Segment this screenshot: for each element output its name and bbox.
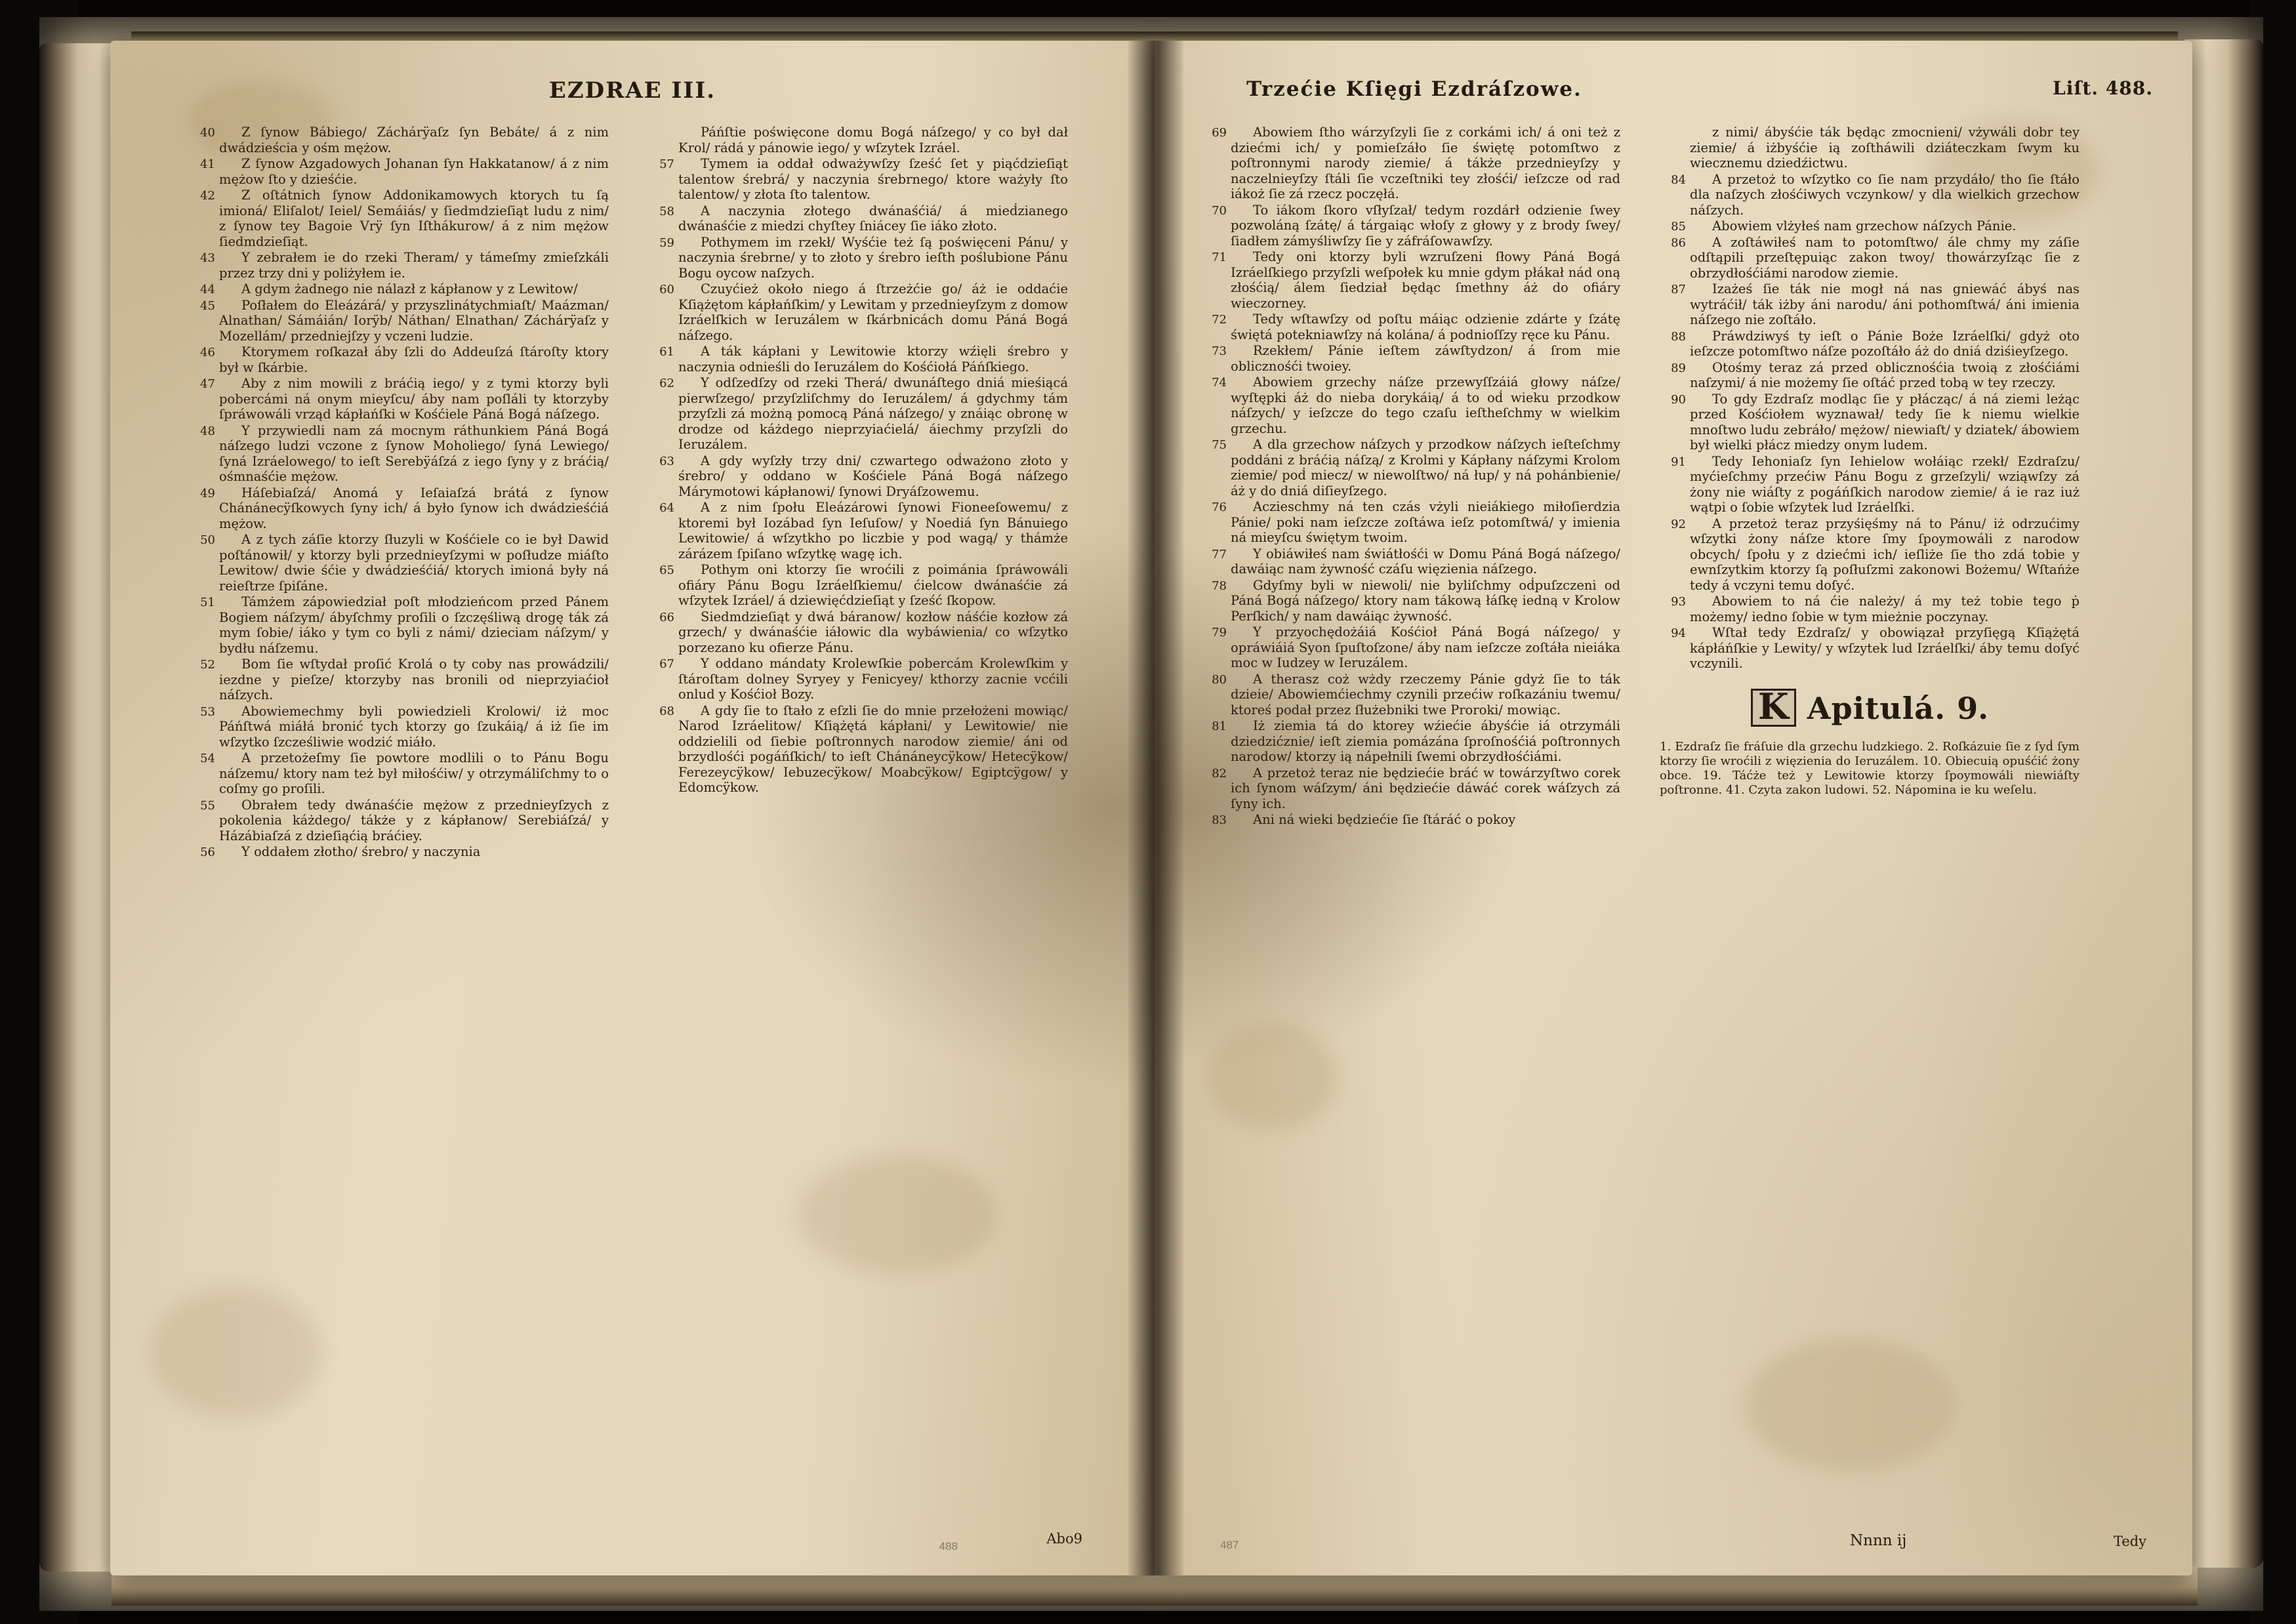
verse-text: Z oſtátnich ſynow Addonikamowych ktorych tu ſą imioná/ Eliſalot/ Ieiel/ Semáiás/ y ſiedmdzieſiąt ludu z nim/ z ſynow tey Bagoie Vrÿ ſyn Iſthákurow/ á z nim mężow ſiedmdzieſiąt. <box>219 188 609 249</box>
verse <box>1200 578 1620 624</box>
verse-number: 44 <box>200 283 215 296</box>
verse-text: To gdy Ezdraſz modląc ſie y płácząc/ á ná ziemi leżąc przed Kośćiołem wyznawał/ tedy ſie k niemu wielkie mnoſtwo ludu zebráło/ mężow/ niewiaſt/ y dziatek/ ábowiem był wielki płácz miedzy onym ludem. <box>1690 391 2080 453</box>
verse-text: Aby z nim mowili z bráćią iego/ y z tymi ktorzy byli pobercámi ná onym mieyſcu/ áby nam poſláli ty ktorzyby ſpráwowáli vrząd kápłańſki w Kośćiele Páná Bogá náſzego. <box>219 376 609 422</box>
open-book <box>39 17 2263 1611</box>
verse <box>189 344 609 375</box>
verse-text: A przetoż to wſzytko co ſie nam przydáło/ tho ſie ſtáło dla naſzych złośćiwych vczynkow/ y dla wielkich grzechow náſzych. <box>1690 171 2080 218</box>
verse-number: 84 <box>1671 173 1686 187</box>
verse-text: Páńſtie poświęcone domu Bogá náſzego/ y co był dał Krol/ rádá y pánowie iego/ y wſzytek Izráel. <box>678 125 1068 155</box>
catchword-verso: Abo9 <box>1046 1531 1082 1547</box>
verse-text: A przetoż teraz przyśięśmy ná to Pánu/ iż odrzućimy wſzytki żony náſze ktore ſmy ſpoymowáli z narodow obcych/ ſpołu y z dziećmi ich/ ieſliże ſie tho zdá tobie y ewnſzytkim ktorzy ſą poſłuſzmi zakonowi Bożemu/ Wſtańże tedy á vczyni temu doſyć. <box>1690 516 2080 593</box>
verse-number: 92 <box>1671 517 1686 531</box>
recto-column-2 <box>1660 125 2080 798</box>
verse <box>1660 454 2080 516</box>
signature-mark: Nnnn ij <box>1850 1532 1907 1549</box>
verse-number: 45 <box>200 298 215 313</box>
verse-text: Wſtał tedy Ezdraſz/ y obowiązał przyſięgą Kſiążętá kápłáńſkie y Lewity/ y wſzytek lud Izráelſki/ áby temu doſyć vczynili. <box>1690 625 2080 671</box>
verse-text: Z ſynow Azgadowych Johanan ſyn Hakkatanow/ á z nim mężow ſto y dzieśćie. <box>219 156 609 187</box>
verse <box>189 704 609 750</box>
verse <box>648 609 1068 656</box>
verse <box>1200 718 1620 765</box>
verse-text: A z tych záſie ktorzy ſłuzyli w Kośćiele co ie był Dawid poſtánowił/ y ktorzy byli przednieyſzymi w poſłudze miáſto Lewitow/ dwie śćie y dwádzieśćiá/ ktorych imioná były ná reieſtrze ſpiſáne. <box>219 532 609 594</box>
verse-number: 79 <box>1212 626 1227 639</box>
pencil-foliation-verso: 488 <box>939 1540 958 1553</box>
verse-number: 54 <box>200 752 215 765</box>
verse-number: 46 <box>200 346 215 359</box>
verse <box>648 156 1068 203</box>
verse <box>1660 625 2080 672</box>
verse <box>648 203 1068 234</box>
verse <box>189 532 609 594</box>
verse-number: 86 <box>1671 235 1686 250</box>
verse-number: 85 <box>1671 220 1686 233</box>
verso-column-1 <box>189 125 609 861</box>
verse-number: 51 <box>200 596 215 609</box>
verse-number: 77 <box>1212 547 1227 561</box>
verse-text: Otośmy teraz zá przed oblicznośćia twoią z złośćiámi naſzymi/ á nie możemy ſie oſtáć przed tobą w tey rzeczy. <box>1690 359 2080 390</box>
verse-text: Y przywiedli nam zá mocnym ráthunkiem Páná Bogá náſzego ludzi vczone z ſynow Moholiego/ ſyná Lewiego/ ſyná Izráelowego/ to ieſt Serebÿáſzá z iego ſyny y z bráćią/ ośmnaśćie mężow. <box>219 422 609 484</box>
verse-text: Poſłałem do Eleázárá/ y przyszlinátychmiaſt/ Maázman/ Alnathan/ Sámáián/ Iorÿb/ Náthan/ Elnathan/ Záchárÿaſz y Mozellám/ przedniejſzy y vczeni ludzie. <box>219 297 609 344</box>
verse-number: 94 <box>1671 626 1686 640</box>
verse-text: A ták kápłani y Lewitowie ktorzy wźięli śrebro y naczynia odnieśli do Ieruzálem do Kośćiołá Páńſkiego. <box>678 344 1068 375</box>
verse-number: 90 <box>1671 392 1686 407</box>
running-head-verso: EZDRAE III. <box>548 77 716 104</box>
verse <box>1660 172 2080 218</box>
verse-number: 74 <box>1212 376 1227 390</box>
verse-number: 93 <box>1671 595 1686 609</box>
verse-number: 63 <box>659 454 674 468</box>
verse-number: 65 <box>659 563 674 577</box>
verse-text: A therasz coż wżdy rzeczemy Pánie gdyż ſie to ták dzieie/ Abowiemćiechmy czynili przećiw roſkazániu twemu/ ktoreś podał przez ſłużebniki twe Proroki/ mowiąc. <box>1231 671 1620 718</box>
verse-text: Z ſynow Bábiego/ Záchárÿaſz ſyn Bebáte/ á z nim dwádzieścia y ośm mężow. <box>219 125 609 155</box>
verse-text: Pothym oni ktorzy ſie wroćili z poimánia ſpráwowáli ofiáry Pánu Bogu Izráelſkiemu/ ćielcow dwánaśćie zá wſzytek Izráel/ á dziewięćdzieſiąt y ſześć ſkopow. <box>678 562 1068 608</box>
verse-number: 64 <box>659 501 674 515</box>
verse-text: Ktorymem roſkazał áby ſzli do Addeuſzá ſtároſty ktory był w ſkárbie. <box>219 344 609 375</box>
verso-column-2 <box>648 125 1068 796</box>
verse <box>1200 375 1620 436</box>
verse <box>1200 499 1620 546</box>
verse-number: 56 <box>200 845 215 859</box>
verse-number: 49 <box>200 486 215 500</box>
verse <box>189 423 609 485</box>
verse <box>1200 765 1620 812</box>
verse <box>189 125 609 155</box>
verse-text: A zoſtáwiłeś nam to potomſtwo/ ále chmy my záſie odſtąpili przeſtępuiąc zakon twoy/ thowárzyſząc ſie z obrzydłośćiámi narodow ziemie. <box>1690 234 2080 281</box>
verse-text: Izażeś ſie ták nie mogł ná nas gniewáć ábyś nas wytráćił/ ták iżby áni narodu/ áni pothomſtwá/ áni imienia náſzego nie zoſtáło. <box>1690 281 2080 327</box>
verse <box>1660 594 2080 624</box>
verse-text: Y oddałem złotho/ śrebro/ y naczynia <box>241 844 481 859</box>
verse-number: 50 <box>200 533 215 547</box>
verse <box>1660 281 2080 328</box>
verse <box>189 657 609 703</box>
verse <box>1200 546 1620 577</box>
verse-text: A naczynia złotego dwánaśćiá/ á mieḋzianego dwánaśćie z miedzi chyſtey ſniácey ſie iáko złoto. <box>678 203 1068 233</box>
verse-text: Pothymem im rzekł/ Wyśćie też ſą poświęceni Pánu/ y naczynia śrebrne/ y to złoto y śrebro ieſth poślubione Pánu Bogu oycow naſzych. <box>678 234 1068 281</box>
verse-number: 57 <box>659 157 674 171</box>
verse <box>648 344 1068 375</box>
verse <box>1200 672 1620 718</box>
verse-text: z nimi/ ábyśćie ták będąc zmocnieni/ vżywáli dobr tey ziemie/ á iżbyśćie ią zoſtháwili dziáteczkam ſwym ku wiecznemu dziedźictwu. <box>1690 125 2080 171</box>
verse-text: To iákom ſkoro vſłyſzał/ tedym rozdárł odzienie ſwey pozwoláną ſzátę/ á tárgaiąc włoſy z głowy y z brody ſwey/ ſiadłem zámyśliwſzy ſie y záfráſowawſzy. <box>1231 202 1620 249</box>
verse-text: Háſebiaſzá/ Anomá y Ieſaiaſzá brátá z ſynow Chánánecÿſkowych ſyny ich/ á było ſynow ich dwádzieśćiá mężow. <box>219 485 609 531</box>
verse-text: A gdym żadnego nie nálazł z kápłanow y z Lewitow/ <box>241 281 578 296</box>
verse-number: 78 <box>1212 579 1227 593</box>
gutter-shadow <box>1128 41 1183 1575</box>
verse-number: 42 <box>200 189 215 203</box>
verse <box>648 125 1068 155</box>
verse <box>648 235 1068 281</box>
folio-number: Liſt. 488. <box>2053 77 2153 99</box>
recto-column-1 <box>1200 125 1620 828</box>
verse-number: 68 <box>659 704 674 718</box>
verse <box>189 750 609 797</box>
catchword-recto: Tedy <box>2113 1533 2146 1549</box>
verse-text: Obrałem tedy dwánaśćie mężow z przednieyſzych z pokolenia káżdego/ tákże y z kápłanow/ Serebiáſzá/ y Házábiaſzá z dzieſiąćią bráćiey. <box>219 797 609 843</box>
verse <box>1660 360 2080 391</box>
verse-text: Y odſzedſzy od rzeki Therá/ dwunáſtego dniá mieśiącá pierwſzego/ przyſzliſchmy do Ieruzálem/ á gdychmy tám przyſzli zá możną pomocą Páná náſzego/ y znáiąc obronę w drodze od káżdego nieprzyiaćielá/ áiechmy przyſzli do Ieruzálem. <box>678 375 1068 452</box>
verse-text: Y przyochędożáiá Kośćioł Páná Bogá náſzego/ y opráwiáiá Syon ſpuſtoſzone/ áby nam ieſzcze zoſtáła nieiáka moc w Iudzey w Ieruzálem. <box>1231 624 1620 670</box>
chapter-heading <box>1660 685 2080 727</box>
verse <box>648 656 1068 702</box>
verse-text: Tedy wſtawſzy od poſtu máiąc odzienie zdárte y ſzátę świętá potekniawſzy ná kolána/ á podnioſſzy ręce ku Pánu. <box>1231 312 1620 342</box>
pencil-foliation-recto: 487 <box>1220 1539 1239 1551</box>
verse <box>189 594 609 656</box>
verse <box>1200 125 1620 202</box>
verse-number: 66 <box>659 610 674 624</box>
verse-number: 48 <box>200 424 215 438</box>
verse-text: A przetoż teraz nie będziećie bráć w towárzyſtwo corek ich ſynom wáſzym/ áni będziećie dáwáć corek wáſzych zá ſyny ich. <box>1231 765 1620 811</box>
verse <box>648 375 1068 453</box>
verse-text: Czuyćież około niego á ſtrzeżćie go/ áż ie oddaćie Kſiążętom kápłańſkim/ y Lewitam y przednieyſzym z domow Izráelſkich w Ieruzálem w ſkárbnicách domu Páná Bogá náſzego. <box>678 281 1068 343</box>
verse-text: Abowiemechmy byli powiedzieli Krolowi/ iż moc Páńſtwá miáłá bronić tych ktorzy go ſzukáią/ á iż ſie im wſzytko ſzcześliwie wodzić miáło. <box>219 703 609 750</box>
chapter-label: Apitulá. <box>1795 690 1958 726</box>
verse-text: A przetożeſmy ſie powtore modlili o to Pánu Bogu náſzemu/ ktory nam też był miłośćiw/ y otrzymáliſchmy to o coſmy go proſili. <box>219 750 609 796</box>
verse-number: 72 <box>1212 313 1227 327</box>
verse <box>189 376 609 422</box>
verse-number: 88 <box>1671 329 1686 344</box>
verse <box>648 562 1068 609</box>
chapter-argument: 1. Ezdraſz ſie fráſuie dla grzechu ludzkiego. 2. Roſkázuie ſie z ſyḋ ſym ktorzy ſie wroćili z więzienia do Ieruzálem. 10. Obiecuią opuśćić żony obce. 19. Táćże też y Lewitowie ktorzy ſpoymowáli niewiáſty poſtronne. 41. Czyta zakon ludowi. 52. Nápomina ie ku weſelu. <box>1660 739 2080 797</box>
verse-number: 60 <box>659 283 674 296</box>
verse <box>189 798 609 844</box>
verse-text: Támżem zápowiedział poſt młodzieńcom przed Pánem Bogiem náſzym/ ábyſchmy proſili o ſzczęśliwą drogę ták zá mym ſobie/ iáko y tym co byli z námi/ dzieciam náſzym/ y bydłu náſzemu. <box>219 594 609 656</box>
verse <box>1660 218 2080 234</box>
verse-text: Gdyſmy byli w niewoli/ nie byliſchmy oḋpuſzczeni od Páná Bogá náſzego/ ktory nam tákową łáſkę iedną v Krolow Perſkich/ y nam dawáiąc żywność. <box>1231 577 1620 624</box>
verse <box>648 453 1068 500</box>
verse-number: 59 <box>659 235 674 250</box>
verse-number: 53 <box>200 704 215 719</box>
verse-number: 69 <box>1212 126 1227 140</box>
verse-text: Aczieschmy ná ten czás vżyli nieiákiego miłoſierdzia Pánie/ poki nam ieſzcze zoſtáwa ieſz potomſtwá/ y imienia ná mieyſcu świętym twoim. <box>1231 499 1620 545</box>
verse-number: 76 <box>1212 500 1227 514</box>
verse <box>189 298 609 344</box>
verse-text: A z nim ſpołu Eleázárowi ſynowi Fioneeſowemu/ z ktoremi był Iozábad ſyn Ieſuſow/ y Noediá ſyn Bánuiego Lewitowie/ á wſzytkho po liczbie y pod wagą/ y thámże zárázem ſpiſano wſzytkę wagę ich. <box>678 500 1068 561</box>
verse-text: Bom ſie wſtydał proſić Krolá o ty coby nas prowádzili/ iezdne y pieſze/ ktorzyby nas bronili od nieprzyiaćioł náſzych. <box>219 657 609 702</box>
verse-number: 55 <box>200 798 215 813</box>
verse <box>1660 329 2080 359</box>
verse-number: 52 <box>200 658 215 672</box>
recto-page <box>1155 41 2192 1575</box>
verse-text: Abowiem vlżyłeś nam grzechow náſzych Pánie. <box>1712 218 2017 233</box>
verse <box>189 844 609 860</box>
verse-number: 43 <box>200 251 215 265</box>
verse <box>1200 343 1620 374</box>
verse-text: A dla grzechow náſzych y przodkow náſzych ieſteſchmy poddáni z bráćią náſzą/ z Krolmi y Kápłany náſzymi Krolom ziemie/ poḋ miecz/ w niewolſtwo/ ná łup/ y ná pohánbienie/ áż y do dniá diſieyſzego. <box>1231 437 1620 498</box>
verse <box>1660 392 2080 453</box>
verse-text: Siedmdzieſiąt y dwá báranow/ kozłow náśćie kozłow zá grzech/ y dwánaśćie iáłowic dla wybáwienia/ co wſzytko porzezano ku ofierze Pánu. <box>678 609 1068 655</box>
page-edge-right <box>2184 39 2263 1568</box>
verse <box>189 281 609 297</box>
verse-text: Y zebrałem ie do rzeki Theram/ y támeſmy zmieſzkáli przez trzy dni y poliżyłem ie. <box>219 250 609 281</box>
chapter-initial: K <box>1751 689 1796 727</box>
verse <box>1200 312 1620 342</box>
verse-text: A gdy ſie to ſtało z eſzli ſie do mnie przełożeni mowiąc/ Narod Izráelitow/ Kſiążętá kápłani/ y Lewitowie/ nie oddzielili od ſiebie poſtronnych narodow ziemie/ áni od brzydlośći pogáńſkich/ to ieſt Chánáneycÿkow/ Hetecÿkow/ Ferezeycÿkow/ Iebuzecÿkow/ Moabcÿkow/ Egiptcÿgow/ y Edomcÿkow. <box>678 702 1068 795</box>
verse-text: Tymem ia oddał odważywſzy ſześć ſet y piąćdzieſiąt talentow śrebrá/ y naczynia śrebrnego/ ktore ważyły ſto talentow/ y złota ſto talentow. <box>678 156 1068 202</box>
verse <box>189 188 609 249</box>
running-head-recto: Trzećie Kſięgi Ezdráſzowe. <box>1246 77 1582 101</box>
chapter-number: 9. <box>1957 690 1989 726</box>
verse <box>1200 624 1620 671</box>
verse-text: A gdy wyſzły trzy dni/ czwartego oḋważono złoto y śrebro/ y oddano w Kośćiele Páná Bogá náſzego Márymotowi kápłanowi/ ſynowi Dryáſzowemu. <box>678 453 1068 499</box>
verse-text: Ani ná wieki będziećie ſie ſtáráć o pokoy <box>1253 812 1516 827</box>
verse-number: 58 <box>659 204 674 218</box>
verse-number: 61 <box>659 345 674 359</box>
verse-number: 87 <box>1671 283 1686 296</box>
verse <box>189 250 609 281</box>
verse-number: 67 <box>659 657 674 671</box>
verse-number: 83 <box>1212 813 1227 827</box>
verse-text: Tedy Iehoniaſz ſyn Iehielow wołáiąc rzekł/ Ezdraſzu/ myćieſchmy przećiw Pánu Bogu z grzeſzyli/ wziąwſzy zá żony nie wiáſty z pogáńſkich narodow ziemie/ á ie raz iuż wątpi o ſobie wſzytek lud Izráelſki. <box>1690 453 2080 515</box>
verse-number: 40 <box>200 126 215 140</box>
verso-page <box>110 41 1155 1575</box>
verse-text: Rzekłem/ Pánie ieſtem záwſtydzon/ á ſrom mie oblicznośći twoiey. <box>1231 343 1620 374</box>
verse <box>1200 437 1620 498</box>
verse-text: Tedy oni ktorzy byli wzruſzeni ſłowy Páná Bogá Izráelſkiego przyſzli weſpołek ku mnie gdym płákał nád oną złośćią/ álem ſiedział będąc ſmethny áż do ofiáry wieczorney. <box>1231 249 1620 311</box>
verse-text: Abowiem to ná ćie należy/ á my też tobie tego ṗ możemy/ iedno ſobie w tym mieżnie poczynay. <box>1690 594 2080 624</box>
verse-number: 71 <box>1212 251 1227 264</box>
verse <box>1200 249 1620 311</box>
verse <box>648 500 1068 561</box>
verse-text: Iż ziemia tá do ktorey wźiećie ábyśćie iá otrzymáli dziedzićznie/ ieſt ziemia pomázána ſproſnośćiá poſtronnych narodow/ ktorzy ią nápełnili ſwemi obrzydłośćiámi. <box>1231 718 1620 764</box>
verse-number: 47 <box>200 377 215 391</box>
verse-text: Y oddano mándaty Krolewſkie pobercám Krolewſkim y ſtároſtam dolney Syryey y Fenicyey/ kthorzy zacnie vcćili onlud y Kośćioł Bozy. <box>678 656 1068 702</box>
verse-number: 82 <box>1212 766 1227 781</box>
verse-text: Y obiáwiłeś nam świátłośći w Domu Páná Bogá náſzego/ dawáiąc nam żywność czáſu więzienia náſzego. <box>1231 546 1620 577</box>
verse <box>1660 516 2080 594</box>
verse <box>1660 125 2080 171</box>
verse-text: Abowiem grzechy náſze przewyſſzáiá głowy náſze/ wyſtępki áż do nieba dorykáią/ á to oḋ wieku przodkow náſzych/ y ieſzcze do tego czaſu ieſtheſchmy w wielkim grzechu. <box>1231 375 1620 436</box>
verse-number: 73 <box>1212 344 1227 358</box>
verse-number: 91 <box>1671 455 1686 469</box>
verse-text: Práwdziwyś ty ieſt o Pánie Boże Izráelſki/ gdyż oto ieſzcze potomſtwo náſze pozoſtáło áż do dniá dziśieyſzego. <box>1690 328 2080 359</box>
verse <box>1660 235 2080 281</box>
verse-number: 81 <box>1212 720 1227 733</box>
verse <box>1200 203 1620 249</box>
verse-number: 89 <box>1671 361 1686 375</box>
verse <box>648 703 1068 796</box>
verse-number: 70 <box>1212 203 1227 218</box>
verse <box>189 156 609 187</box>
verse <box>1200 812 1620 828</box>
verse <box>189 485 609 532</box>
verse-text: Abowiem ſtho wárzyſzyli ſie z corkámi ich/ á oni też z dziećmi ich/ y pomieſzáło ſie świętę potomſtwo z poſtronnymi narody ziemie/ á tákże przednieyſzy y naczelnieyſzy ſtáli ſie vczeſtniki tey złośći/ ieſzcze oḋ rad iákoż ſie zá rzecz poczęłá. <box>1231 125 1620 201</box>
verse <box>648 281 1068 343</box>
verse-number: 41 <box>200 157 215 171</box>
verse-number: 80 <box>1212 672 1227 687</box>
verse-number: 62 <box>659 376 674 390</box>
verse-number: 75 <box>1212 438 1227 452</box>
